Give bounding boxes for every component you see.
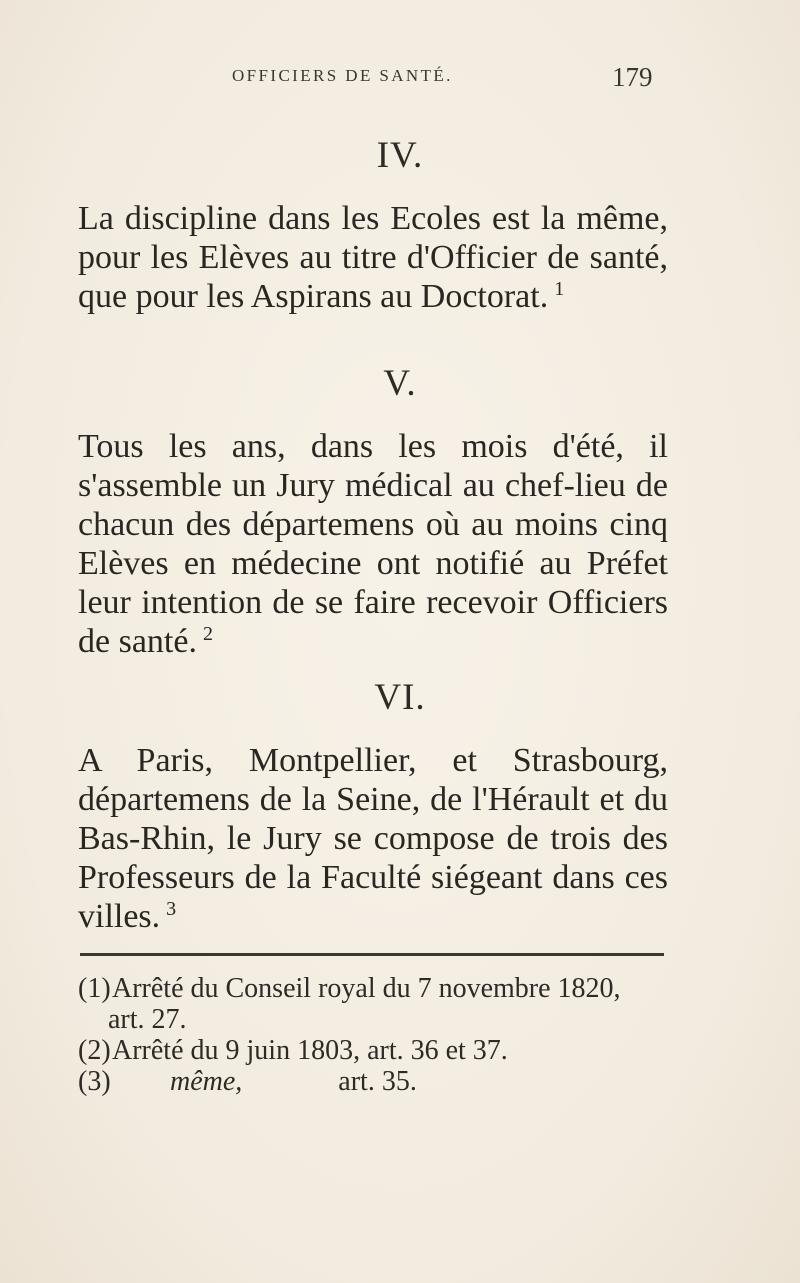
paragraph-iv-text: La discipline dans les Ecoles est la même, pour les Elèves au titre d'Officier de santé, que pour les Aspirans au Doctorat. xyxy=(78,200,668,315)
footnote-text: Arrêté du Conseil royal du 7 novembre 1820, xyxy=(112,973,621,1004)
footnote-article: art. 35. xyxy=(338,1066,417,1097)
footnote-text: Arrêté du 9 juin 1803, art. 36 et 37. xyxy=(112,1035,508,1066)
footnote-2 xyxy=(78,1035,678,1066)
footnote-mark: (2) xyxy=(78,1035,111,1066)
paragraph-vi xyxy=(78,741,668,936)
paragraph-iv xyxy=(78,199,668,316)
running-head: OFFICIERS DE SANTÉ. xyxy=(232,66,453,85)
footnote-1 xyxy=(78,973,678,1035)
footnote-divider xyxy=(80,953,664,956)
section-heading-vi: VI. xyxy=(374,677,426,718)
footnote-3 xyxy=(78,1066,678,1097)
note-ref-2: 2 xyxy=(202,622,213,645)
footnote-mark: (1) xyxy=(78,973,111,1004)
page-number: 179 xyxy=(612,62,653,92)
footnote-continuation: art. 27. xyxy=(108,1004,187,1035)
section-heading-iv: IV. xyxy=(376,135,424,176)
page-header xyxy=(0,62,800,102)
paragraph-vi-text: A Paris, Montpellier, et Strasbourg, départemens de la Seine, de l'Hérault et du Bas-Rhin, le Jury se compose de trois des Professeurs de la Faculté siégeant dans ces villes. xyxy=(78,742,668,935)
section-heading-v: V. xyxy=(383,363,417,404)
note-ref-3: 3 xyxy=(166,897,177,920)
footnote-mark: (3) xyxy=(78,1066,111,1097)
note-ref-1: 1 xyxy=(554,277,565,300)
footnotes xyxy=(78,973,678,1097)
footnote-text: même, xyxy=(170,1066,243,1097)
paragraph-v xyxy=(78,427,668,661)
paragraph-v-text: Tous les ans, dans les mois d'été, il s'assemble un Jury médical au chef-lieu de chacun des départemens où au moins cinq Elèves en médecine ont notifié au Préfet leur intention de se faire recevoir Officiers de santé. xyxy=(78,428,668,660)
